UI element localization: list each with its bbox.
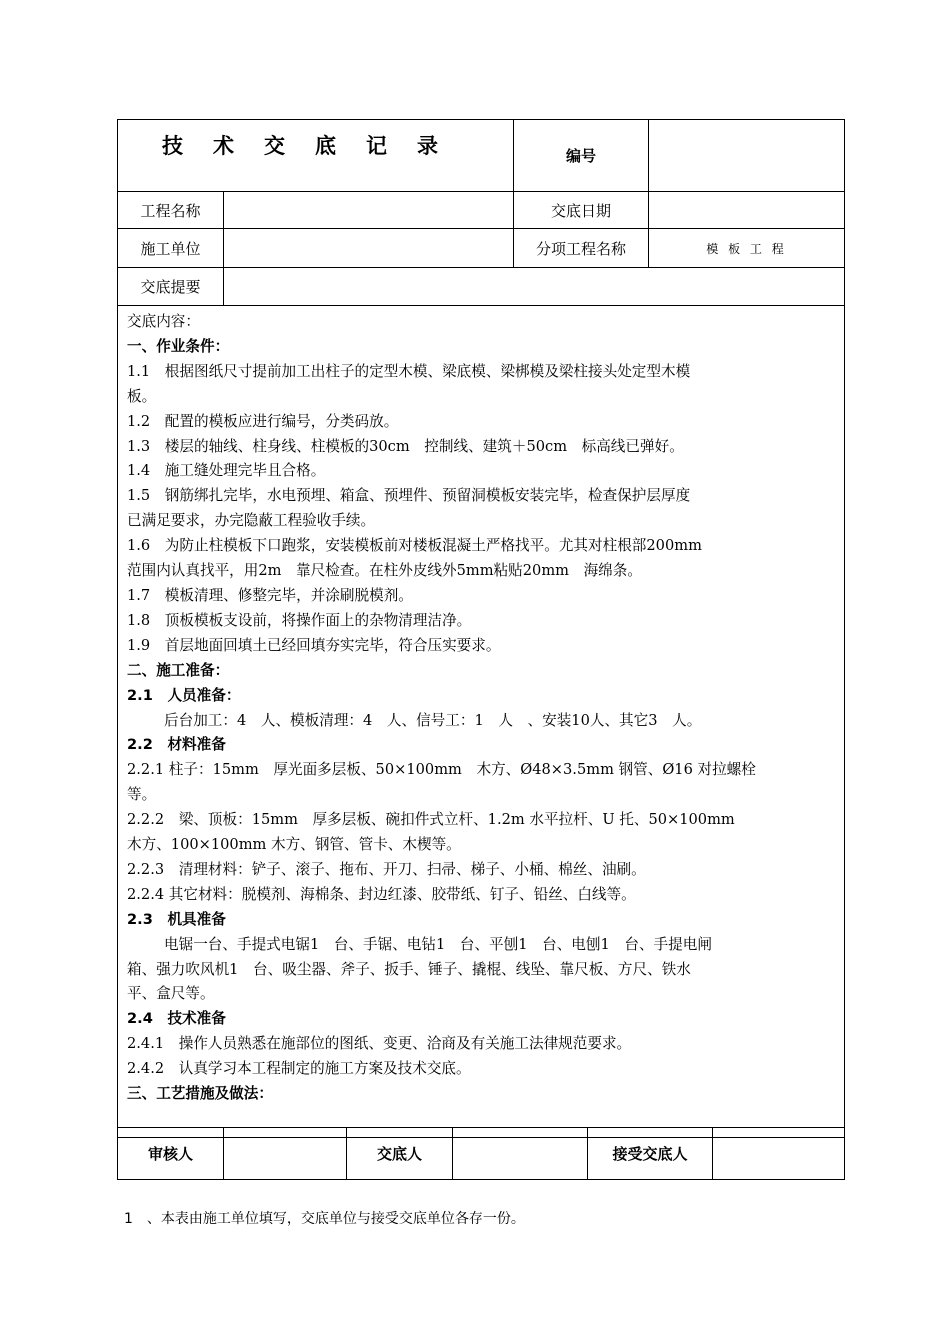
- reviewer-field[interactable]: [224, 1128, 347, 1180]
- item-1-6-line-2: 范围内认真找平，用2m 靠尺检查。在柱外皮线外5mm粘贴20mm 海绵条。: [127, 562, 642, 580]
- item-2-2-4: 2.2.4 其它材料：脱模剂、海棉条、封边红漆、胶带纸、钉子、铅丝、白线等。: [127, 885, 636, 903]
- item-1-8: 1.8 顶板模板支设前，将操作面上的杂物清理洁净。: [127, 611, 472, 629]
- section-3-title: 三、工艺措施及做法：: [127, 1085, 273, 1103]
- item-1-4: 1.4 施工缝处理完毕且合格。: [127, 462, 326, 480]
- content-heading: 交底内容：: [127, 313, 200, 330]
- signature-table: [117, 1127, 845, 1180]
- number-field[interactable]: [649, 120, 845, 192]
- discloser-label: 交底人: [347, 1128, 453, 1180]
- item-2-2-2-line-1: 2.2.2 梁、顶板：15mm 厚多层板、碗扣件式立杆、1.2m 水平拉杆、U 托、50×100mm: [127, 811, 735, 829]
- receiver-label: 接受交底人: [588, 1128, 713, 1180]
- receiver-field[interactable]: [713, 1128, 845, 1180]
- contractor-label: 施工单位: [118, 229, 224, 268]
- item-1-3: 1.3 楼层的轴线、柱身线、柱模板的30cm 控制线、建筑＋50cm 标高线已弹好。: [127, 437, 684, 455]
- number-label: 编号: [514, 120, 649, 192]
- disclosure-record-table: [117, 119, 845, 1138]
- item-2-3-line-1: 电锯一台、手提式电锯1 台、手锯、电钻1 台、平刨1 台、电刨1 台、手提电闸: [164, 935, 712, 953]
- disclosure-content: [118, 306, 845, 1138]
- item-1-1-line-1: 1.1 根据图纸尺寸提前加工出柱子的定型木模、梁底模、梁梆模及梁柱接头处定型木模: [127, 362, 691, 380]
- item-1-9: 1.9 首层地面回填土已经回填夯实完毕，符合压实要求。: [127, 636, 501, 654]
- project-name-field[interactable]: [224, 192, 514, 229]
- item-1-7: 1.7 模板清理、修整完毕，并涂刷脱模剂。: [127, 586, 413, 604]
- section-1-title: 一、作业条件：: [127, 337, 230, 355]
- item-2-4-2: 2.4.2 认真学习本工程制定的施工方案及技术交底。: [127, 1060, 471, 1078]
- item-1-2: 1.2 配置的模板应进行编号，分类码放。: [127, 412, 399, 430]
- section-2-3-title: 2.3 机具准备: [127, 910, 226, 928]
- item-1-6-line-1: 1.6 为防止柱模板下口跑浆，安装模板前对楼板混凝土严格找平。尤其对柱根部200mm: [127, 537, 702, 555]
- project-name-label: 工程名称: [118, 192, 224, 229]
- item-2-2-2-line-2: 木方、100×100mm 木方、钢管、管卡、木楔等。: [127, 836, 461, 854]
- section-2-1-title: 2.1 人员准备：: [127, 686, 241, 704]
- item-2-3-line-2: 箱、强力吹风机1 台、吸尘器、斧子、扳手、锤子、撬棍、线坠、靠尺板、方尺、铁水: [127, 960, 691, 978]
- date-field[interactable]: [649, 192, 845, 229]
- item-2-3-line-3: 平、盒尺等。: [127, 985, 215, 1003]
- summary-field[interactable]: [224, 268, 845, 306]
- record-title: 技术交底记录: [118, 120, 514, 192]
- contractor-field[interactable]: [224, 229, 514, 268]
- reviewer-label: 审核人: [118, 1128, 224, 1180]
- section-2-title: 二、施工准备：: [127, 661, 230, 679]
- item-2-2-1-line-2: 等。: [127, 786, 157, 804]
- item-1-5-line-2: 已满足要求，办完隐蔽工程验收手续。: [127, 512, 376, 530]
- section-2-2-title: 2.2 材料准备: [127, 736, 226, 754]
- date-label: 交底日期: [514, 192, 649, 229]
- item-1-1-line-2: 板。: [127, 387, 157, 405]
- item-1-5-line-1: 1.5 钢筋绑扎完毕，水电预埋、箱盒、预埋件、预留洞模板安装完毕，检查保护层厚度: [127, 487, 691, 505]
- item-2-4-1: 2.4.1 操作人员熟悉在施部位的图纸、变更、洽商及有关施工法律规范要求。: [127, 1035, 632, 1053]
- subproject-field[interactable]: 模 板 工 程: [649, 229, 845, 268]
- section-2-4-title: 2.4 技术准备: [127, 1010, 226, 1028]
- item-2-2-1-line-1: 2.2.1 柱子：15mm 厚光面多层板、50×100mm 木方、Ø48×3.5mm 钢管、Ø16 对拉螺栓: [127, 761, 756, 779]
- item-2-2-3: 2.2.3 清理材料：铲子、滚子、拖布、开刀、扫帚、梯子、小桶、棉丝、油刷。: [127, 860, 646, 878]
- subproject-label: 分项工程名称: [514, 229, 649, 268]
- item-2-1: 后台加工：4 人、模板清理：4 人、信号工：1 人 、安装10人、其它3 人。: [164, 711, 702, 729]
- footnote: 1 、本表由施工单位填写，交底单位与接受交底单位各存一份。: [124, 1211, 525, 1227]
- discloser-field[interactable]: [453, 1128, 588, 1180]
- summary-label: 交底提要: [118, 268, 224, 306]
